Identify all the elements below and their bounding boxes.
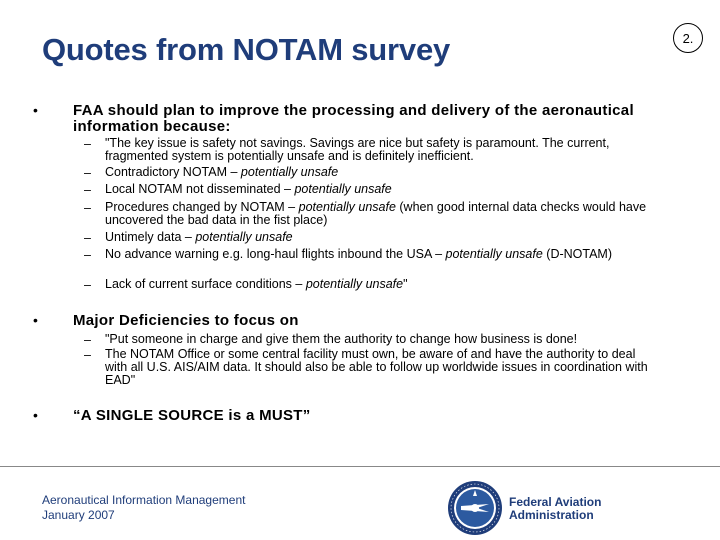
sub-item-text — [105, 183, 660, 196]
sub-item-tail: (D-NOTAM) — [542, 247, 613, 261]
agency-name-line2: Administration — [509, 508, 594, 522]
sub-item-dash: – — [84, 201, 91, 215]
sub-item-text — [105, 333, 660, 346]
footer-left — [42, 493, 245, 523]
sub-item-lead: Procedures changed by NOTAM – — [105, 200, 299, 214]
slide-number-badge — [673, 23, 703, 53]
sub-item-lead: Lack of current surface conditions – — [105, 277, 306, 291]
agency-name-line1: Federal Aviation — [509, 495, 602, 509]
sub-item-emphasis: potentially unsafe — [240, 165, 339, 179]
bullet-3-marker: • — [33, 407, 38, 423]
bullet-3-text: “A SINGLE SOURCE is a MUST” — [73, 407, 311, 424]
sub-item-dash: – — [84, 248, 91, 262]
sub-item-text — [105, 348, 660, 387]
sub-item-tail: (when good internal data checks would have uncovered the bad data in the fist place) — [105, 200, 647, 227]
sub-item-lead: Untimely data – — [105, 230, 196, 244]
sub-item-text — [105, 137, 660, 163]
sub-item-dash: – — [84, 183, 91, 197]
sub-item-emphasis: potentially unsafe — [445, 247, 543, 261]
sub-item-emphasis: potentially unsafe — [195, 230, 293, 244]
sub-item-emphasis: potentially unsafe — [294, 182, 392, 196]
sub-item-lead: Contradictory NOTAM – — [105, 165, 241, 179]
faa-seal-logo — [447, 480, 503, 536]
sub-item-emphasis: potentially unsafe — [305, 277, 404, 291]
sub-item-dash: – — [84, 231, 91, 245]
sub-item-text — [105, 166, 660, 179]
sub-item-tail: " — [403, 277, 408, 291]
sub-item-dash: – — [84, 278, 91, 292]
sub-item-text — [105, 201, 660, 227]
bullet-1-text: FAA should plan to improve the processing and delivery of the aeronautical information because: — [73, 102, 634, 135]
footer-right — [509, 496, 601, 522]
sub-item-lead: Local NOTAM not disseminated – — [105, 182, 295, 196]
sub-item-text — [105, 278, 660, 291]
sub-item-emphasis: potentially unsafe — [298, 200, 396, 214]
sub-item-dash: – — [84, 348, 91, 362]
sub-item-text — [105, 248, 660, 261]
bullet-2-text: Major Deficiencies to focus on — [73, 312, 299, 329]
footer-program-name: Aeronautical Information Management — [42, 493, 246, 507]
slide-number: 2. — [682, 30, 694, 46]
footer-date: January 2007 — [42, 508, 115, 522]
sub-item-lead: "The key issue is safety not savings. Savings are nice but safety is paramount. The current, fragmented system is potentially unsafe and is definitely inefficient. — [105, 136, 610, 163]
sub-item-lead: No advance warning e.g. long-haul flights inbound the USA – — [105, 247, 446, 261]
sub-item-dash: – — [84, 166, 91, 180]
bullet-1-marker: • — [33, 102, 38, 118]
bullet-2-marker: • — [33, 312, 38, 328]
sub-item-dash: – — [84, 137, 91, 151]
slide-title: Quotes from NOTAM survey — [42, 32, 451, 67]
sub-item-lead: "Put someone in charge and give them the authority to change how business is done! — [105, 332, 578, 346]
footer-divider — [0, 466, 720, 467]
sub-item-text — [105, 231, 660, 244]
sub-item-dash: – — [84, 333, 91, 347]
sub-item-lead: The NOTAM Office or some central facility must own, be aware of and have the authority to deal with all U.S. AIS/AIM data. It should also be able to follow up worldwide issues in coordination with EAD" — [105, 347, 648, 387]
